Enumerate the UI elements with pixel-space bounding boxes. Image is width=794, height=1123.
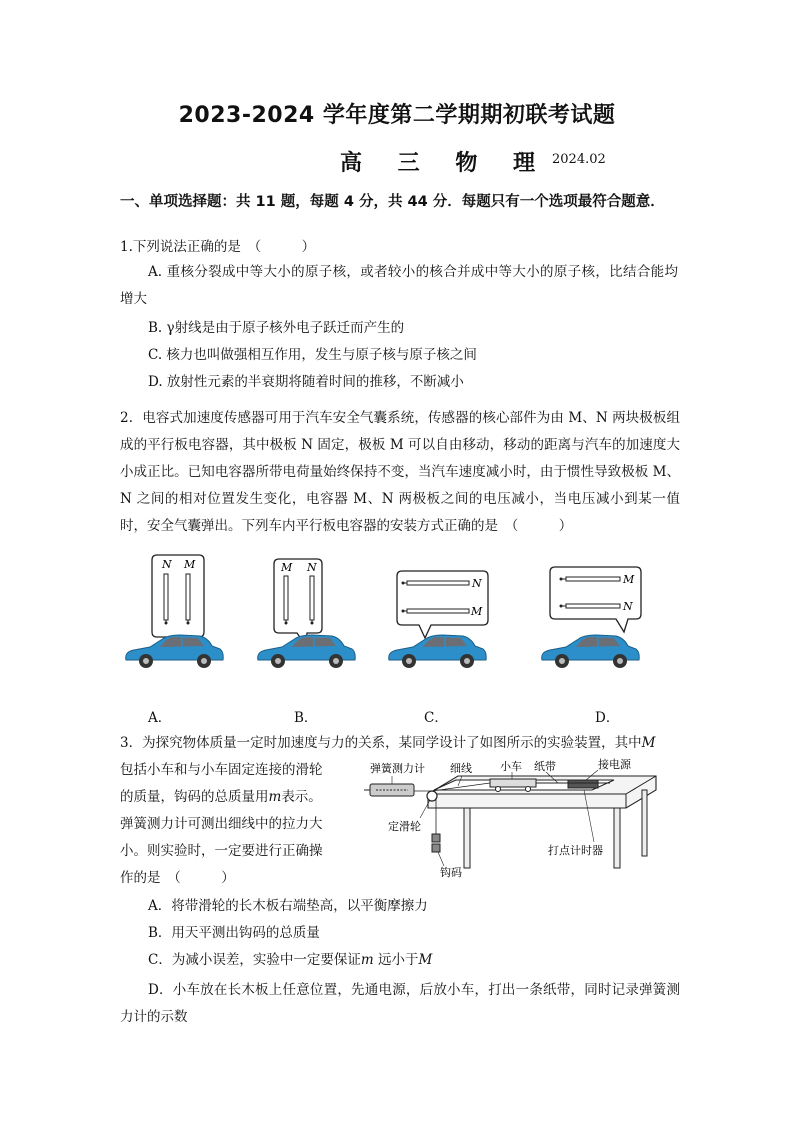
plate-label: N (472, 577, 482, 590)
q3-stem-line4: 弹簧测力计可测出细线中的拉力大 (120, 816, 323, 832)
q1-stem: 1.下列说法正确的是 （ ） (120, 239, 316, 255)
car-icon (389, 635, 487, 668)
var-M: M (418, 952, 433, 968)
q2-option-d-label: D． (595, 710, 620, 726)
label-tape: 纸带 (534, 760, 556, 773)
q3-stem-text: 表示。 (281, 789, 322, 805)
q3-stem-text: 的质量，钩码的总质量用 (120, 789, 269, 805)
q2-option-c-label: C． (424, 710, 448, 726)
q1-option-a: A. 重核分裂成中等大小的原子核，或者较小的核合并成中等大小的原子核，比结合能均增大 (120, 264, 678, 307)
q1-option-b: B. γ射线是由于原子核外电子跃迁而产生的 (148, 320, 405, 336)
q2-stem: 2．电容式加速度传感器可用于汽车安全气囊系统，传感器的核心部件为由 M、N 两块极板组成的平行板电容器，其中极板 N 固定，极板 M 可以自由移动，移动的距离与汽车的加速度大小成正比。已知电容器所带电荷量始终保持不变，当汽车速度减小时，由于惯性导致极板 M、N 之间的相对位置发生变化，电容器 M、N 两极板之间的电压减小，当电压减小到某一值时，安全气囊弹出。下列车内平行板电容器的安装方式正确的是 （ ） (120, 410, 680, 534)
exam-date: 2024.02 (552, 152, 606, 167)
plate-label: M (184, 558, 196, 571)
q1-option-d: D. 放射性元素的半衰期将随着时间的推移，不断减小 (148, 374, 464, 390)
plate-label: M (471, 605, 483, 618)
q3-stem-line2: 包括小车和与小车固定连接的滑轮 (120, 762, 323, 778)
plate-label: M (623, 573, 635, 586)
q2-figure-a (120, 552, 230, 674)
q2-option-a-label: A． (148, 710, 172, 726)
label-pulley: 定滑轮 (388, 820, 421, 833)
var-m: m (268, 789, 282, 805)
car-icon (258, 635, 356, 668)
q3-stem-text: 3．为探究物体质量一定时加速度与力的关系，某同学设计了如图所示的实验装置，其中 (120, 735, 642, 751)
label-string: 细线 (450, 762, 472, 775)
q3-stem-line5: 小。则实验时，一定要进行正确操 (120, 843, 323, 859)
label-spring-scale: 弹簧测力计 (370, 762, 425, 775)
q2-option-b-label: B． (294, 710, 318, 726)
q2-figure-b (252, 556, 362, 674)
q1-option-c: C. 核力也叫做强相互作用，发生与原子核与原子核之间 (148, 347, 477, 363)
plate-label: M (281, 561, 293, 574)
label-weight: 钩码 (440, 866, 462, 879)
var-M: M (641, 735, 656, 751)
q3-stem-line6: 作的是 （ ） (120, 870, 235, 886)
q2-figure-d (536, 564, 650, 674)
q3-stem-line3 (120, 787, 322, 807)
q3-option-d: D．小车放在长木板上任意位置，先通电源，后放小车，打出一条纸带，同时记录弹簧测力计的示数 (120, 982, 680, 1025)
q3-option-a: A．将带滑轮的长木板右端垫高，以平衡摩擦力 (148, 898, 428, 914)
label-timer: 打点计时器 (548, 844, 603, 857)
label-cart: 小车 (500, 760, 522, 773)
car-icon (126, 635, 224, 668)
section-heading: 一、单项选择题：共 11 题，每题 4 分，共 44 分．每题只有一个选项最符合题意． (120, 194, 665, 210)
plate-label: N (162, 558, 172, 571)
q3-option-b: B．用天平测出钩码的总质量 (148, 925, 320, 941)
q3-apparatus-figure (362, 756, 662, 880)
q3-option-c-text: 远小于 (373, 952, 419, 968)
exam-title: 2023-2024 学年度第二学期期初联考试题 (178, 103, 616, 128)
q3-option-c (148, 950, 432, 970)
car-icon (542, 635, 640, 668)
subject-title: 高 三 物 理 (340, 151, 549, 176)
label-power: 接电源 (598, 758, 631, 771)
plate-label: N (623, 600, 633, 613)
q3-option-c-text: C．为减小误差，实验中一定要保证 (148, 952, 361, 968)
var-m: m (360, 952, 374, 968)
q2-figure-c (383, 568, 497, 674)
q3-stem-line1 (120, 733, 655, 753)
plate-label: N (307, 561, 317, 574)
